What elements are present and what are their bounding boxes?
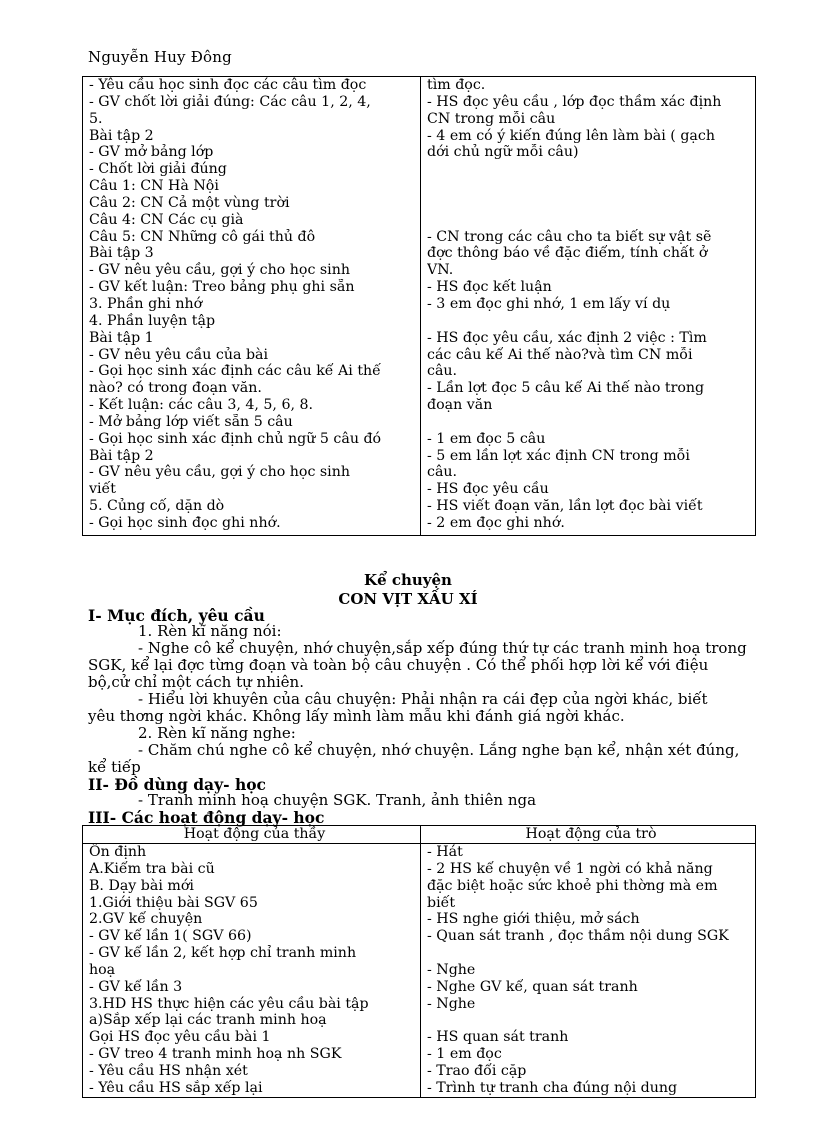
text-line: 2.GV kể chuyện bbox=[89, 911, 203, 928]
text-line: - Mở bảng lớp viết sẵn 5 câu bbox=[89, 413, 293, 430]
text-line: - Trình tự tranh cha đúng nội dung bbox=[427, 1079, 678, 1096]
text-line: 1.Giới thiệu bài SGV 65 bbox=[89, 894, 258, 911]
paragraph-line: 2. Rèn kĩ năng nghe: bbox=[138, 724, 296, 742]
text-line: - 2 em đọc ghi nhớ. bbox=[427, 514, 565, 531]
section-heading-objectives: I- Mục đích, yêu cầu bbox=[88, 606, 265, 625]
text-line: - GV kết luận: Treo bảng phụ ghi sẵn bbox=[89, 279, 355, 296]
text-line: - HS quan sát tranh bbox=[427, 1029, 569, 1046]
text-line: viết bbox=[89, 481, 116, 498]
text-line: - Nghe bbox=[427, 961, 476, 978]
text-line: 5. bbox=[89, 110, 103, 127]
text-line: CN trong mỗi câu bbox=[427, 110, 556, 127]
text-line: Bài tập 2 bbox=[89, 447, 154, 464]
text-line: - Gọi học sinh đọc ghi nhớ. bbox=[89, 514, 281, 531]
text-line: câu. bbox=[427, 464, 458, 481]
teacher-activity-column bbox=[83, 77, 421, 536]
text-line: - GV kể lần 2, kết hợp chỉ tranh minh bbox=[89, 945, 357, 962]
text-line: - Quan sát tranh , đọc thầm nội dung SGK bbox=[427, 928, 729, 945]
text-line: 4. Phần luyện tập bbox=[89, 312, 216, 329]
text-line: - 5 em lần lợt xác định CN trong mỗi bbox=[427, 447, 690, 464]
text-line: a)Sắp xếp lại các tranh minh hoạ bbox=[89, 1012, 327, 1029]
text-line: B. Dạy bài mới bbox=[89, 877, 194, 894]
paragraph-line: 1. Rèn kĩ năng nói: bbox=[138, 622, 282, 640]
paragraph-line: - Hiểu lời khuyên của câu chuyện: Phải nhận ra cái đẹp của ngời khác, biết bbox=[138, 690, 708, 708]
text-line: Câu 2: CN Cả một vùng trời bbox=[89, 194, 290, 211]
text-line: - Trao đổi cặp bbox=[427, 1062, 527, 1079]
text-line: hoạ bbox=[89, 961, 116, 978]
teacher-activity-column bbox=[83, 844, 421, 1098]
text-line: tìm đọc. bbox=[427, 77, 486, 93]
text-line: - GV kể lần 3 bbox=[89, 978, 183, 995]
text-line: - HS đọc yêu cầu, xác định 2 việc : Tìm bbox=[427, 329, 707, 346]
text-line: nào? có trong đoạn văn. bbox=[89, 380, 262, 397]
student-column-header: Hoạt động của trò bbox=[421, 826, 756, 844]
text-line bbox=[427, 945, 755, 962]
text-line: - Nghe bbox=[427, 995, 476, 1012]
text-line: - HS đọc yêu cầu bbox=[427, 481, 549, 498]
text-line bbox=[427, 178, 755, 195]
text-line: - GV nêu yêu cầu, gợi ý cho học sinh bbox=[89, 262, 350, 279]
lesson-table-1 bbox=[82, 76, 756, 536]
text-line bbox=[427, 212, 755, 229]
text-line: - 4 em có ý kiến đúng lên làm bài ( gạch bbox=[427, 127, 715, 144]
paragraph-line: SGK, kể lại đợc từng đoạn và toàn bộ câu chuyện . Có thể phối hợp lời kể với điệu bbox=[88, 656, 709, 674]
text-line: - 2 HS kể chuyện về 1 ngời có khả năng bbox=[427, 860, 713, 877]
text-line: - Lần lợt đọc 5 câu kể Ai thế nào trong bbox=[427, 380, 705, 397]
text-line bbox=[427, 313, 755, 330]
text-line bbox=[427, 1012, 755, 1029]
text-line: - HS đọc kết luận bbox=[427, 279, 552, 296]
text-line: - Gọi học sinh xác định chủ ngữ 5 câu đó bbox=[89, 430, 382, 447]
text-line: 3. Phần ghi nhớ bbox=[89, 295, 203, 312]
text-line: - 3 em đọc ghi nhớ, 1 em lấy ví dụ bbox=[427, 295, 671, 312]
text-line: câu. bbox=[427, 363, 458, 380]
text-line: 5. Củng cố, dặn dò bbox=[89, 498, 225, 515]
text-line bbox=[427, 195, 755, 212]
paragraph-line: kể tiếp bbox=[88, 758, 141, 776]
text-line bbox=[427, 161, 755, 178]
student-activity-column bbox=[421, 77, 756, 536]
text-line: biết bbox=[427, 894, 456, 911]
paragraph-line: - Nghe cô kể chuyện, nhớ chuyện,sắp xếp đúng thứ tự các tranh minh hoạ trong bbox=[138, 639, 747, 657]
text-line: - Chốt lời giải đúng bbox=[89, 161, 227, 178]
text-line: - GV treo 4 tranh minh hoạ nh SGK bbox=[89, 1046, 342, 1063]
text-line: - GV nêu yêu cầu của bài bbox=[89, 346, 269, 363]
materials-line: - Tranh minh hoạ chuyện SGK. Tranh, ảnh thiên nga bbox=[138, 791, 537, 809]
text-line: Bài tập 1 bbox=[89, 329, 154, 346]
text-line: - Kết luận: các câu 3, 4, 5, 6, 8. bbox=[89, 397, 314, 414]
text-line: Câu 4: CN Các cụ già bbox=[89, 211, 244, 228]
text-line: các câu kể Ai thế nào?và tìm CN mỗi bbox=[427, 346, 693, 363]
text-line: - GV kể lần 1( SGV 66) bbox=[89, 928, 252, 945]
text-line: - 1 em đọc bbox=[427, 1046, 502, 1063]
text-line: - Gọi học sinh xác định các câu kể Ai thế bbox=[89, 363, 381, 380]
section-heading-activities: III- Các hoạt động dạy- học bbox=[88, 808, 325, 827]
paragraph-line: - Chăm chú nghe cô kể chuyện, nhớ chuyện. Lắng nghe bạn kể, nhận xét đúng, bbox=[138, 741, 740, 759]
teacher-column-header: Hoạt động của thầy bbox=[83, 826, 421, 844]
text-line: - GV mở bảng lớp bbox=[89, 144, 214, 161]
text-line: đoạn văn bbox=[427, 397, 493, 414]
text-line bbox=[427, 414, 755, 431]
text-line: - Yêu cầu HS sắp xếp lại bbox=[89, 1079, 263, 1096]
text-line: Câu 1: CN Hà Nội bbox=[89, 178, 219, 195]
text-line: - Yêu cầu học sinh đọc các câu tìm đọc bbox=[89, 77, 367, 93]
text-line: 3.HD HS thực hiện các yêu cầu bài tập bbox=[89, 995, 369, 1012]
text-line: - HS nghe giới thiệu, mở sách bbox=[427, 911, 640, 928]
text-line: - Nghe GV kể, quan sát tranh bbox=[427, 978, 638, 995]
story-subtitle: CON VỊT XẤU XÍ bbox=[338, 590, 478, 608]
text-line: - Yêu cầu HS nhận xét bbox=[89, 1062, 248, 1079]
text-line: - GV chốt lời giải đúng: Các câu 1, 2, 4, bbox=[89, 93, 371, 110]
text-line: Câu 5: CN Những cô gái thủ đô bbox=[89, 228, 316, 245]
text-line: dới chủ ngữ mỗi câu) bbox=[427, 144, 579, 161]
text-line: - Hát bbox=[427, 844, 463, 860]
text-line: - GV nêu yêu cầu, gợi ý cho học sinh bbox=[89, 464, 350, 481]
section-heading-materials: II- Đồ dùng dạy- học bbox=[88, 775, 266, 794]
paragraph-line: bộ,cử chỉ một cách tự nhiên. bbox=[88, 673, 304, 691]
text-line: Ổn định bbox=[89, 844, 147, 860]
text-line: - 1 em đọc 5 câu bbox=[427, 430, 546, 447]
text-line: A.Kiểm tra bài cũ bbox=[89, 860, 215, 877]
text-line: - CN trong các câu cho ta biết sự vật sẽ bbox=[427, 228, 712, 245]
student-activity-column bbox=[421, 844, 756, 1098]
text-line: Bài tập 3 bbox=[89, 245, 154, 262]
paragraph-line: yêu thơng ngời khác. Không lấy mình làm mẫu khi đánh giá ngời khác. bbox=[88, 707, 625, 725]
text-line: đợc thông báo về đặc điểm, tính chất ở bbox=[427, 245, 708, 262]
story-title: Kể chuyện bbox=[364, 571, 452, 589]
text-line: - HS viết đoạn văn, lần lợt đọc bài viết bbox=[427, 498, 703, 515]
text-line: đặc biệt hoặc sức khoẻ phi thờng mà em bbox=[427, 877, 718, 894]
lesson-table-2 bbox=[82, 825, 756, 1098]
text-line: - HS đọc yêu cầu , lớp đọc thầm xác định bbox=[427, 93, 722, 110]
text-line: Bài tập 2 bbox=[89, 127, 154, 144]
text-line: VN. bbox=[427, 262, 454, 279]
author-name: Nguyễn Huy Đông bbox=[88, 48, 232, 66]
text-line: Gọi HS đọc yêu cầu bài 1 bbox=[89, 1029, 271, 1046]
